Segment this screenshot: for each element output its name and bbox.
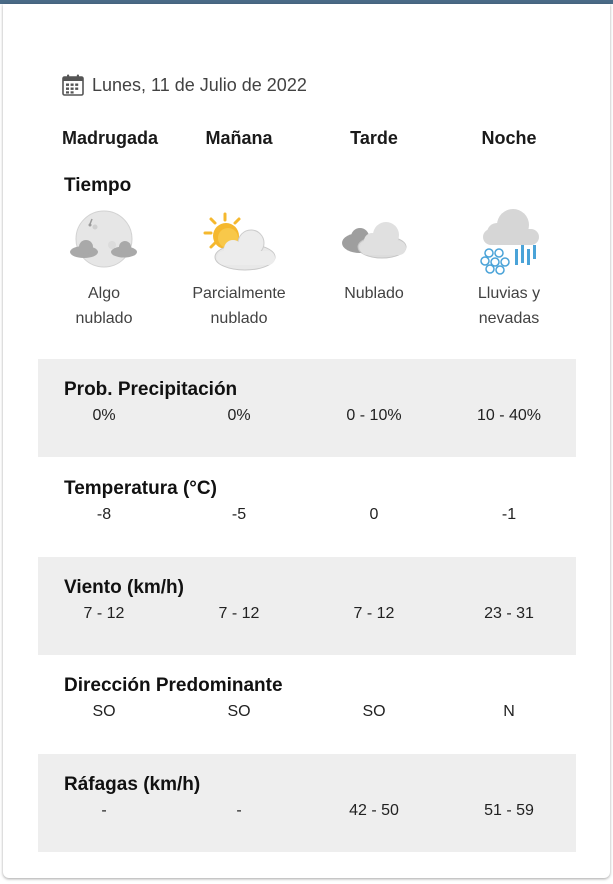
weather-icons-row xyxy=(38,205,576,335)
row-value: - xyxy=(101,802,107,819)
weather-cell-madrugada xyxy=(39,205,169,331)
row-value: SO xyxy=(362,703,386,720)
row-value: 7 - 12 xyxy=(218,605,260,622)
row-value: SO xyxy=(227,703,251,720)
weather-cell-noche xyxy=(444,205,574,331)
row-value: SO xyxy=(92,703,116,720)
row-precipitation xyxy=(38,359,576,457)
row-gusts xyxy=(38,754,576,852)
period-headers xyxy=(38,128,576,158)
row-value: -1 xyxy=(501,506,517,523)
weather-desc-line2: nevadas xyxy=(478,310,540,327)
row-value: 0 - 10% xyxy=(346,407,402,424)
row-value: - xyxy=(236,802,242,819)
row-value: 7 - 12 xyxy=(353,605,395,622)
weather-desc-line2: nublado xyxy=(75,310,133,327)
row-value: 10 - 40% xyxy=(476,407,542,424)
row-title: Viento (km/h) xyxy=(64,577,184,598)
calendar-icon xyxy=(61,73,85,97)
row-wind xyxy=(38,557,576,655)
row-title: Dirección Predominante xyxy=(64,675,283,696)
row-title: Prob. Precipitación xyxy=(64,379,238,400)
weather-cell-tarde xyxy=(309,205,439,306)
period-tarde: Tarde xyxy=(350,128,398,148)
row-value: 51 - 59 xyxy=(484,802,534,819)
weather-desc-line1: Lluvias y xyxy=(477,285,541,302)
row-value: 42 - 50 xyxy=(349,802,399,819)
period-madrugada: Madrugada xyxy=(62,128,159,148)
row-title: Temperatura (°C) xyxy=(64,478,217,499)
row-wind-direction xyxy=(38,655,576,753)
date-text: Lunes, 11 de Julio de 2022 xyxy=(92,74,307,95)
cloud-icon xyxy=(334,205,414,277)
row-title: Ráfagas (km/h) xyxy=(64,774,201,795)
rain-snow-icon xyxy=(469,205,549,277)
period-noche: Noche xyxy=(481,128,537,148)
row-value: 0% xyxy=(92,407,116,424)
moon-cloud-icon xyxy=(64,205,144,277)
sun-cloud-icon xyxy=(199,205,279,277)
row-temperature xyxy=(38,458,576,556)
row-value: 7 - 12 xyxy=(83,605,125,622)
row-value: 23 - 31 xyxy=(484,605,534,622)
weather-cell-manana xyxy=(174,205,304,331)
row-value: N xyxy=(503,703,515,720)
row-value: -8 xyxy=(96,506,112,523)
weather-desc-line1: Parcialmente xyxy=(192,285,286,302)
period-manana: Mañana xyxy=(205,128,273,148)
weather-desc-line1: Algo xyxy=(87,285,121,302)
weather-desc-line2: nublado xyxy=(210,310,268,327)
row-value: 0% xyxy=(227,407,251,424)
row-value: 0 xyxy=(369,506,379,523)
weather-desc-line1: Nublado xyxy=(344,285,404,302)
row-value: -5 xyxy=(231,506,247,523)
weather-title: Tiempo xyxy=(64,175,132,196)
date-header xyxy=(61,70,307,100)
